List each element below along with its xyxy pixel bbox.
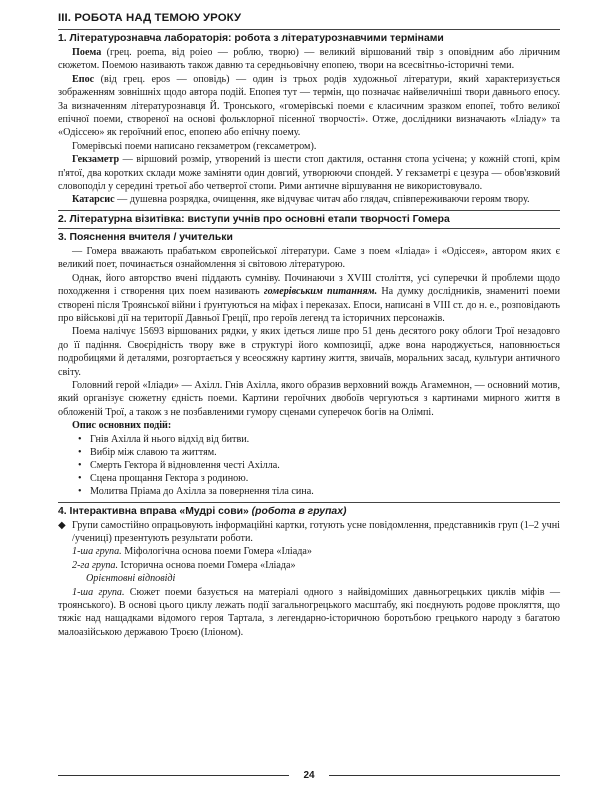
diamond-bullet-icon: ◆: [58, 519, 66, 531]
list-item: [78, 433, 560, 446]
poema-term: Поема: [72, 47, 102, 58]
epos-definition: [58, 73, 560, 140]
bullet-icon: •: [78, 446, 82, 458]
event-text: Смерть Гектора й відновлення честі Ахілла.: [90, 459, 280, 471]
hexameter-term: Гекзаметр: [72, 154, 120, 166]
divider: [58, 502, 560, 503]
answers-label-text: Орієнтовні відповіді: [86, 573, 176, 585]
bullet-icon: •: [78, 433, 82, 445]
groups-intro-text: Групи самостійно опрацьовують інформаційні картки, готують усне повідомлення, представників груп (1–2 учні /учениці) презентують результати роботи.: [72, 519, 560, 544]
event-text: Гнів Ахілла й нього відхід від битви.: [90, 433, 250, 445]
footer-rule-right: [329, 775, 560, 776]
hexameter-text: — віршовий розмір, утворений із шести стоп дактиля, остання стопа усічена; у кожній стопі, крім п'ятої, два коротких склади може заміняти один довгий, утворюючи спондей. У гекзаметрі є цезура — обов'язковий словоподіл у середині третьої або четвертої стопи. Рими античне віршування не використовувало.: [58, 154, 560, 193]
bullet-icon: •: [78, 473, 82, 485]
poema-definition: [58, 46, 560, 73]
teacher-paragraph-1: — Гомера вважають прабатьком європейської літератури. Саме з поем «Іліада» і «Одіссея», автором яких є великий поет, починається ознайомлення зі світовою літературою.: [58, 245, 560, 271]
section-1-heading: 1. Літературознавча лабораторія: робота з літературознавчими термінами: [58, 33, 444, 44]
section-3-heading: 3. Пояснення вчителя / учительки: [58, 231, 233, 243]
event-text: Сцена прощання Гектора з родиною.: [90, 473, 249, 485]
divider: [58, 29, 560, 30]
teacher-paragraph-2-start: Однак, його авторство вчені піддають сумніву. Починаючи з XVIII століття, усі суперечки й проблеми щодо походження і створення цих поем називають: [58, 272, 560, 298]
divider: [58, 210, 560, 211]
katharsis-text: — душевна розрядка, очищення, яке відчуває читач або глядач, співпереживаючи героям твору.: [114, 194, 530, 206]
page-number: 24: [303, 770, 315, 781]
katharsis-definition: [58, 193, 560, 206]
section-4-heading: [58, 506, 560, 517]
divider: [58, 228, 560, 229]
list-item: [78, 472, 560, 485]
group-2-task: [72, 559, 560, 572]
list-item: [78, 485, 560, 498]
list-item: [78, 446, 560, 459]
katharsis-term: Катарсис: [72, 194, 115, 206]
teacher-paragraph-3: Поема налічує 15693 віршованих рядки, у яких ідеться лише про 51 день десятого року облоги Трої незадовго до її падіння. Своєрідність твору вже в структурі його композиції, адже вона народжується, наповнюється подробицями й деталями, розгортається у всеосяжну картину життя, звичаїв, моральних засад, культури античного світу.: [58, 326, 560, 378]
hexameter-definition: [58, 153, 560, 193]
section-2-heading: 2. Літературна візитівка: виступи учнів про основні етапи творчості Гомера: [58, 213, 450, 225]
section-4-note: (робота в групах): [251, 505, 347, 517]
teacher-paragraph-2-end: На думку дослідників, знамениті поеми створені після Троянської війни і ґрунтуються на міфах і переказах. Епоси, написані в VIII ст. до н. е., розповідають про військові дії на території Давньої Греції, про героїв легенд та історичних персонажів.: [58, 286, 560, 324]
homeric-question-term: гомерівським питанням.: [263, 286, 378, 298]
group-1-label: 1-ша група.: [72, 546, 122, 558]
section-title: ІІІ. РОБОТА НАД ТЕМОЮ УРОКУ: [58, 12, 242, 24]
teacher-paragraph-2: [58, 272, 560, 326]
group-2-text: Історична основа поеми Гомера «Іліада»: [118, 559, 296, 571]
group-1-text: Міфологічна основа поеми Гомера «Іліада»: [121, 546, 312, 558]
teacher-paragraph-4: Головний герой «Іліади» — Ахілл. Гнів Ахілла, якого образив верховний вождь Агамемнон, — основний мотив, який організує сюжетну єдність поеми. Картини героїчних двобоїв чергуються з картинами мирного життя в обложеній Трої, а також з не позбавленими гумору сценами суперечок богів на Олімпі.: [58, 379, 560, 418]
page-footer: [58, 770, 560, 781]
events-title: Опис основних подій:: [72, 420, 172, 432]
poema-text: (грец. poema, від poieo — роблю, творю) — великий віршований твір з оповідним або ліричним сюжетом. Поемою називають також давню та середньовічну епопею, твори на всесвітньо-історичні теми.: [58, 47, 560, 72]
group-1-answer-label: 1-ша група.: [72, 586, 125, 598]
group-2-label: 2-га група.: [72, 559, 119, 571]
events-list: [58, 433, 560, 499]
event-text: Вибір між славою та життям.: [90, 446, 217, 458]
bullet-icon: •: [78, 459, 82, 471]
group-1-task: [72, 545, 560, 558]
event-text: Молитва Пріама до Ахілла за повернення тіла сина.: [90, 486, 314, 498]
epos-term: Епос: [72, 73, 95, 85]
homer-hexameter-note: Гомерівські поеми написано гекзаметром (гексаметром).: [72, 140, 317, 152]
group-1-answer: [58, 586, 560, 640]
bullet-icon: •: [78, 486, 82, 498]
epos-text: (від грец. epos — оповідь) — один із трьох родів художньої літератури, який характеризується зображенням зовнішніх щодо автора подій. Епопея тут — термін, що позначає найвеличніші твори давнього епосу. За визначенням літературознавця Й. Тронського, «гомерівські поеми є класичним зразком епопеї, тобто великої епічної поеми, створеної на основі фольклорної пісенної творчості». Отже, дослідники визначають «Іліаду» та «Одіссею» як героїчний епос, епопею або епічну поему.: [58, 73, 560, 139]
group-1-answer-text: Сюжет поеми базується на матеріалі одного з найвідоміших давньогрецьких циклів міфів — троянського). В основі цього циклу лежать події загальногрецького масштабу, які поєднують родове прокляття, що тяжіє над нащадками відомого героя Тартала, з легендарно-історичною боротьбою грецького народу з багатою малоазійською державою Троєю (Іліоном).: [58, 586, 560, 638]
answers-label: [72, 572, 560, 585]
footer-rule-left: [58, 775, 289, 776]
section-4-title: 4. Інтерактивна вправа «Мудрі сови»: [58, 505, 252, 517]
list-item: [78, 459, 560, 472]
groups-intro: [58, 519, 560, 546]
